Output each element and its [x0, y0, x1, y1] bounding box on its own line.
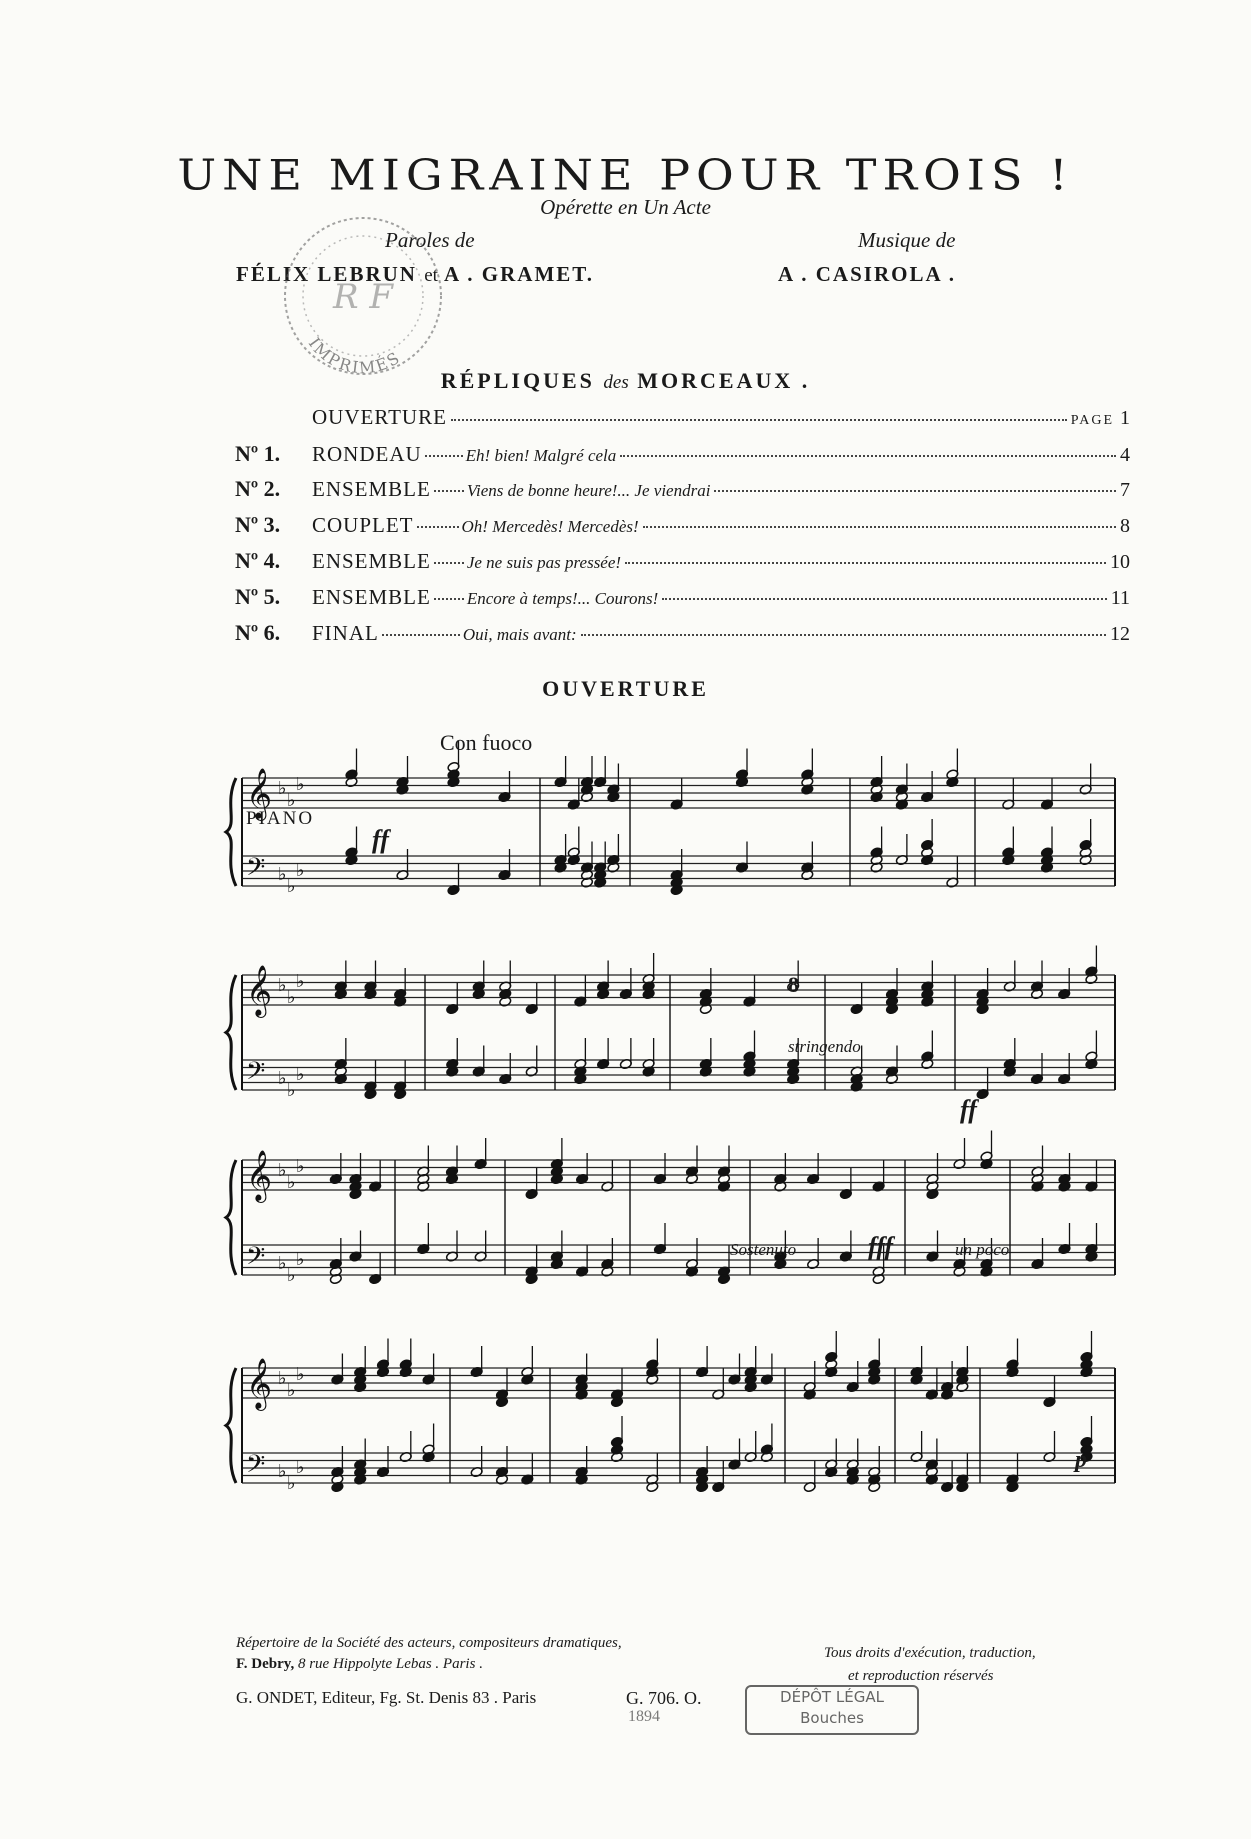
- stamp-text: IMPRIMÉS: [304, 334, 405, 378]
- toc-row: [235, 405, 1130, 435]
- dynamic-ff-2: ff: [960, 1095, 977, 1124]
- toc-row: [235, 620, 1130, 650]
- flat-icon: ♭: [278, 1160, 287, 1181]
- toc-incipit: Oui, mais avant:: [462, 625, 577, 644]
- depot-line-1: DÉPÔT LÉGAL: [780, 1688, 884, 1706]
- dynamic-ff: ff: [372, 825, 389, 854]
- flat-icon: ♭: [296, 774, 305, 795]
- toc-row: [235, 476, 1130, 506]
- composer: A . CASIROLA .: [778, 262, 956, 286]
- brace: [226, 1368, 236, 1483]
- brace: [226, 778, 236, 886]
- contents-heading: [0, 368, 1251, 394]
- flat-icon: ♭: [296, 860, 305, 881]
- toc-incipit: Viens de bonne heure!... Je viendrai: [466, 481, 711, 500]
- flat-icon: ♭: [278, 1368, 287, 1389]
- toc-page: [1071, 407, 1130, 430]
- flat-icon: ♭: [287, 1473, 296, 1494]
- flat-icon: ♭: [287, 1380, 296, 1401]
- toc-page-number: 7: [1120, 479, 1130, 501]
- toc-form: OUVERTURE: [312, 405, 447, 429]
- treble-clef-icon: 𝄞: [246, 1150, 273, 1201]
- flat-icon: ♭: [278, 864, 287, 885]
- toc-form: ENSEMBLE: [312, 477, 431, 501]
- flat-icon: ♭: [296, 1457, 305, 1478]
- bass-clef-icon: 𝄢: [246, 853, 266, 888]
- lyricist-2: A . GRAMET.: [444, 262, 594, 286]
- plate-number: G. 706. O.: [626, 1688, 702, 1708]
- debry-line: [236, 1656, 483, 1673]
- toc-page-number: 4: [1120, 444, 1130, 466]
- toc-number: Nº 3.: [235, 512, 281, 537]
- toc-form: COUPLET: [312, 513, 414, 537]
- debry-name: F. Debry,: [236, 1656, 295, 1672]
- flat-icon: ♭: [278, 1253, 287, 1274]
- flat-icon: ♭: [287, 1265, 296, 1286]
- brace: [226, 975, 236, 1090]
- treble-clef-icon: 𝄞: [246, 965, 273, 1016]
- rights-line-1: Tous droits d'exécution, traduction,: [824, 1645, 1036, 1661]
- toc-number: Nº 5.: [235, 584, 281, 609]
- flat-icon: ♭: [287, 1172, 296, 1193]
- lyricist-joiner: et: [424, 265, 438, 286]
- flat-icon: ♭: [287, 987, 296, 1008]
- instrument-label: PIANO: [246, 808, 315, 829]
- plate-stamp: 1894: [628, 1708, 660, 1725]
- toc-leader: [417, 526, 459, 528]
- flat-icon: ♭: [278, 1461, 287, 1482]
- music-score: [220, 740, 1120, 1630]
- contents-heading-a: RÉPLIQUES: [440, 368, 595, 393]
- flat-icon: ♭: [287, 790, 296, 811]
- dynamic-fff: fff: [868, 1232, 894, 1261]
- bass-clef-icon: 𝄢: [246, 1450, 266, 1485]
- brace: [226, 1160, 236, 1275]
- sostenuto-mark: Sostenuto: [730, 1240, 797, 1259]
- depot-legal-stamp: [745, 1685, 919, 1735]
- tempo-marking: Con fuoco: [440, 730, 533, 755]
- subtitle: Opérette en Un Acte: [540, 195, 711, 219]
- toc-page-number: 8: [1120, 515, 1130, 537]
- contents-heading-des: des: [603, 372, 629, 393]
- toc-row: [235, 584, 1130, 614]
- toc-leader: [714, 490, 1116, 492]
- flat-icon: ♭: [278, 975, 287, 996]
- toc-incipit: Oh! Mercedès! Mercedès!: [461, 517, 639, 536]
- toc-page-number: 11: [1110, 587, 1130, 609]
- toc-leader: [581, 634, 1106, 636]
- toc-leader: [451, 419, 1067, 421]
- toc-row: [235, 441, 1130, 471]
- ottava-mark: 8: [788, 972, 799, 997]
- flat-icon: ♭: [278, 778, 287, 799]
- section-title: OUVERTURE: [542, 676, 709, 701]
- flat-icon: ♭: [296, 1064, 305, 1085]
- toc-incipit: Je ne suis pas pressée!: [466, 553, 622, 572]
- toc-leader: [620, 455, 1116, 457]
- stringendo-mark: stringendo: [788, 1037, 861, 1056]
- toc-row: [235, 512, 1130, 542]
- un-poco-mark: un poco: [955, 1240, 1010, 1259]
- toc-form: FINAL: [312, 621, 379, 645]
- toc-row: [235, 548, 1130, 578]
- bass-clef-icon: 𝄢: [246, 1057, 266, 1092]
- toc-number: Nº 6.: [235, 620, 281, 645]
- bass-clef-icon: 𝄢: [246, 1242, 266, 1277]
- toc-leader: [382, 634, 460, 636]
- flat-icon: ♭: [296, 1249, 305, 1270]
- toc-page-number: 10: [1110, 551, 1130, 573]
- toc-number: Nº 1.: [235, 441, 281, 466]
- treble-clef-icon: 𝄞: [246, 768, 273, 819]
- debry-address: 8 rue Hippolyte Lebas . Paris .: [297, 1656, 483, 1672]
- flat-icon: ♭: [287, 1080, 296, 1101]
- flat-icon: ♭: [287, 876, 296, 897]
- page-word: PAGE: [1070, 413, 1114, 428]
- toc-leader: [643, 526, 1116, 528]
- contents-heading-b: MORCEAUX .: [637, 368, 811, 393]
- library-stamp: [268, 208, 458, 388]
- dynamic-p: p: [1075, 1447, 1087, 1473]
- flat-icon: ♭: [296, 1364, 305, 1385]
- repertoire-line: Répertoire de la Société des acteurs, compositeurs dramatiques,: [236, 1635, 622, 1651]
- flat-icon: ♭: [278, 1068, 287, 1089]
- treble-clef-icon: 𝄞: [246, 1358, 273, 1409]
- rights-line-2: et reproduction réservés: [848, 1668, 994, 1684]
- toc-leader: [434, 562, 464, 564]
- toc-page-number: 1: [1120, 407, 1130, 429]
- depot-line-2: Bouches: [800, 1709, 864, 1727]
- toc-leader: [625, 562, 1106, 564]
- flat-icon: ♭: [296, 971, 305, 992]
- toc-incipit: Encore à temps!... Courons!: [466, 589, 659, 608]
- toc-incipit: Eh! bien! Malgré cela: [465, 446, 617, 465]
- toc-leader: [434, 490, 464, 492]
- toc-form: ENSEMBLE: [312, 585, 431, 609]
- toc-form: ENSEMBLE: [312, 549, 431, 573]
- lyricist-1: FÉLIX LEBRUN: [236, 262, 417, 286]
- toc-number: Nº 4.: [235, 548, 281, 573]
- page-title: UNE MIGRAINE POUR TROIS !: [177, 150, 1074, 200]
- toc-leader: [662, 598, 1107, 600]
- toc-page-number: 12: [1110, 623, 1130, 645]
- svg-text:R F: R F: [333, 277, 393, 317]
- lyrics-label: Paroles de: [385, 228, 475, 252]
- toc-leader: [434, 598, 464, 600]
- publisher-line: G. ONDET, Editeur, Fg. St. Denis 83 . Paris: [236, 1688, 537, 1707]
- toc-leader: [425, 455, 463, 457]
- music-label: Musique de: [858, 228, 956, 252]
- toc-number: Nº 2.: [235, 476, 281, 501]
- toc-form: RONDEAU: [312, 442, 422, 466]
- flat-icon: ♭: [296, 1156, 305, 1177]
